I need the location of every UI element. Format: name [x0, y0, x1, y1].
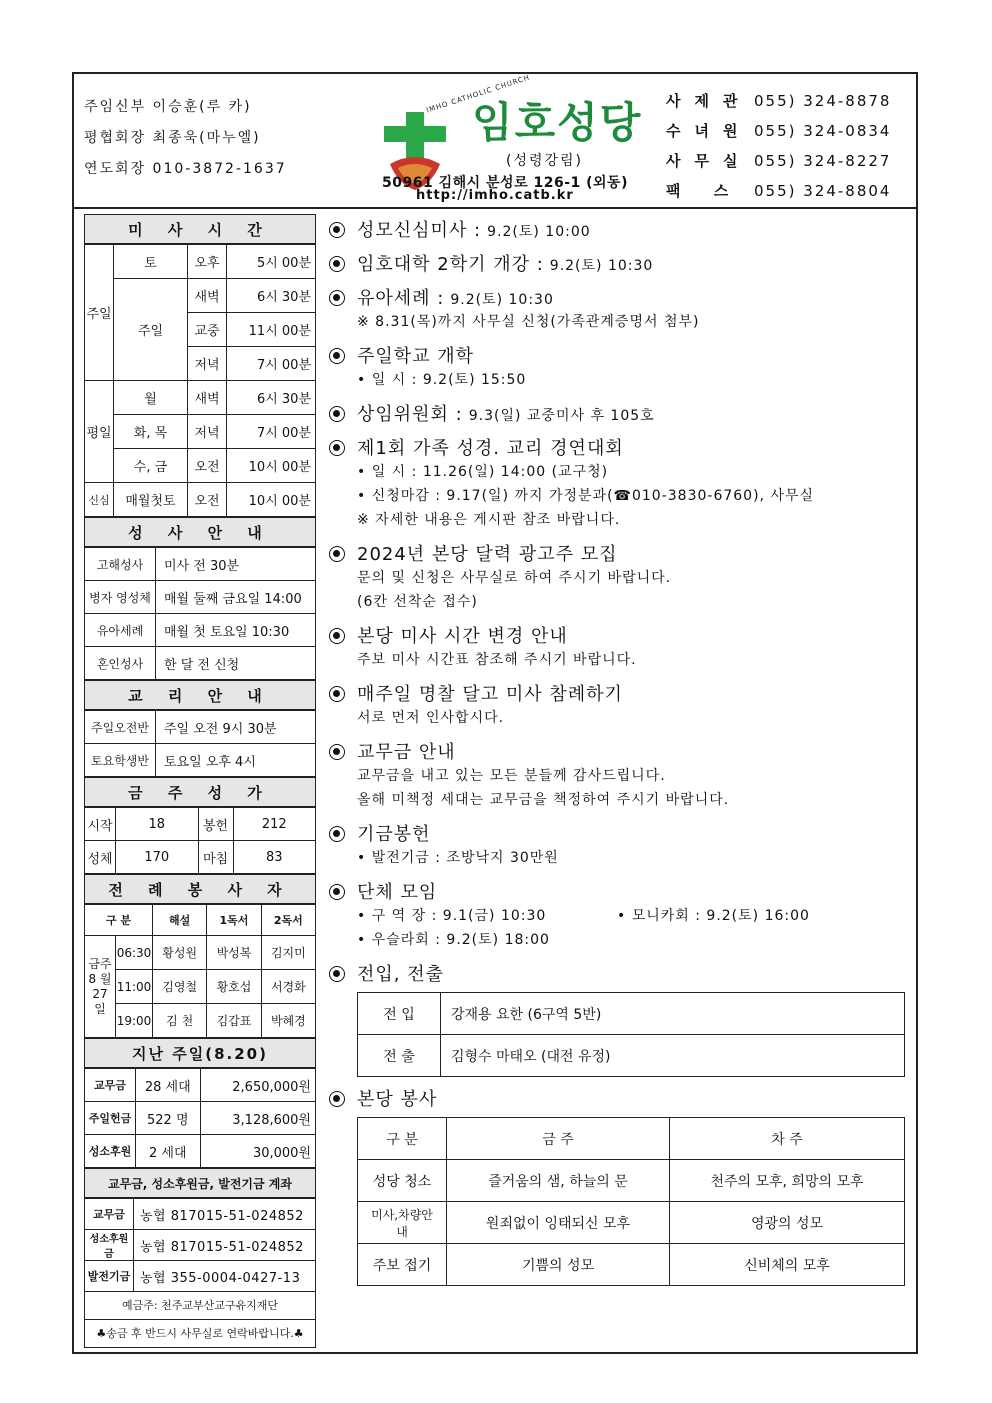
news-line: • 신청마감 : 9.17(일) 까지 가정분과(☎010-3830-6760), 사무실: [357, 488, 815, 504]
news-title: 주일학교 개학: [357, 346, 475, 367]
sacrament-name: 병자 영성체: [85, 581, 156, 614]
news-line: 교무금을 내고 있는 모든 분들께 감사드립니다.: [357, 768, 666, 784]
ministers-header: 1독서: [207, 905, 261, 936]
news-line: ※ 8.31(목)까지 사무실 신청(가족관계증명서 첨부): [357, 314, 700, 330]
news-line: [357, 904, 911, 928]
ministers-table: [84, 904, 316, 1038]
header: [74, 74, 916, 209]
mass-day: 매월첫토: [114, 483, 188, 517]
contact-row: [666, 86, 891, 116]
minister-name: 박성복: [207, 936, 261, 970]
mass-times-title: 미 사 시 간: [84, 214, 316, 244]
minister-name: 김 천: [153, 1004, 207, 1038]
account-holder: 예금주: 천주교부산교구유지재단: [84, 1292, 316, 1320]
mass-day: 월: [114, 381, 188, 415]
news-title: 교무금 안내: [357, 742, 456, 763]
bullet-icon: [329, 546, 345, 562]
news-title: 성모신심미사 :: [357, 220, 482, 241]
bullet-icon: [329, 884, 345, 900]
account-type: 발전기금: [85, 1261, 134, 1292]
sacrament-info: 미사 전 30분: [156, 548, 316, 581]
contact-phone: 055) 324-0834: [754, 122, 892, 140]
sacraments-table: [84, 547, 316, 680]
news-detail: 9.2(토) 10:00: [487, 224, 591, 240]
offering-count: 2 세대: [136, 1135, 201, 1168]
mass-slot: 오후: [188, 245, 227, 279]
mass-time: 10시 00분: [227, 449, 316, 483]
minister-name: 김영철: [153, 970, 207, 1004]
news-detail: 9.2(토) 10:30: [549, 258, 654, 274]
mass-slot: 저녁: [188, 347, 227, 381]
news-detail: 9.3(일) 교중미사 후 105호: [468, 408, 655, 424]
weekday-label: 평일: [85, 381, 114, 483]
news-title: 상임위원회 :: [357, 404, 463, 425]
minister-name: 박혜경: [261, 1004, 315, 1038]
news-column: [329, 216, 911, 1294]
header-contacts: [666, 86, 891, 206]
class-time: 토요일 오후 4시: [156, 744, 316, 777]
offering-type: 주일헌금: [85, 1102, 136, 1135]
mass-slot: 오전: [188, 449, 227, 483]
church-logo: [374, 73, 664, 204]
contact-phone: 055) 324-8804: [754, 182, 892, 200]
mass-day: 주일: [114, 279, 188, 381]
pastor-line: 주임신부 이승훈(루 카): [84, 99, 252, 115]
bullet-icon: [329, 406, 345, 422]
mass-slot: 새벽: [188, 279, 227, 313]
account-number: 농협 817015-51-024852: [134, 1230, 316, 1261]
sacrament-info: 한 달 전 신청: [156, 647, 316, 680]
news-item: [329, 400, 911, 426]
church-address: 50961 김해시 분성로 126-1 (외동): [382, 175, 628, 191]
service-type: 주보 접기: [358, 1244, 447, 1286]
news-line: • 발전기금 : 조방낙지 30만원: [357, 850, 559, 866]
mass-slot: 오전: [188, 483, 227, 517]
news-item: [329, 434, 911, 532]
news-title: 전입, 전출: [357, 964, 444, 985]
offering-amount: 30,000원: [200, 1135, 315, 1168]
news-title: 제1회 가족 성경. 교리 경연대회: [357, 438, 624, 459]
ministers-header: 해설: [153, 905, 207, 936]
hymn-number: 212: [233, 808, 316, 841]
mass-day: 토: [114, 245, 188, 279]
hymn-number: 83: [233, 841, 316, 874]
accounts-table: [84, 1198, 316, 1292]
sunday-label: 주일: [85, 245, 114, 381]
news-title: 유아세례 :: [357, 288, 445, 309]
contact-label: 수녀원: [666, 122, 752, 140]
news-line: • 일 시 : 11.26(일) 14:00 (교구청): [357, 464, 609, 480]
news-title: 단체 모임: [357, 882, 438, 903]
contact-label: 사제관: [666, 92, 752, 110]
offering-amount: 3,128,600원: [200, 1102, 315, 1135]
mass-time: 10시 00분: [227, 483, 316, 517]
news-title: 본당 미사 시간 변경 안내: [357, 626, 568, 647]
mass-day: 화, 목: [114, 415, 188, 449]
mass-time: 6시 30분: [227, 381, 316, 415]
hymn-label: 시작: [85, 808, 116, 841]
news-title: 기금봉헌: [357, 824, 431, 845]
news-item: [329, 820, 911, 870]
hymn-label: 마침: [198, 841, 233, 874]
hymns-table: [84, 807, 316, 874]
news-item: [329, 250, 911, 276]
hymn-number: 18: [116, 808, 199, 841]
mass-slot: 교중: [188, 313, 227, 347]
minister-name: 김지미: [261, 936, 315, 970]
ministers-header: 2독서: [261, 905, 315, 936]
transfer-type: 전 입: [358, 993, 441, 1035]
contact-row: [666, 176, 891, 206]
contact-phone: 055) 324-8878: [754, 92, 892, 110]
news-title: 임호대학 2학기 개강 :: [357, 254, 544, 275]
news-title: 2024년 본당 달력 광고주 모집: [357, 544, 618, 565]
hymn-number: 170: [116, 841, 199, 874]
requiem-line: 연도회장 010-3872-1637: [84, 161, 287, 177]
news-line: (6칸 선착순 접수): [357, 594, 478, 610]
ministers-title: 전 례 봉 사 자: [84, 874, 316, 904]
news-detail: 9.2(토) 10:30: [450, 292, 554, 308]
header-officers: [84, 92, 287, 185]
bullet-icon: [329, 440, 345, 456]
church-name: 임호성당: [472, 98, 643, 147]
transfer-type: 전 출: [358, 1035, 441, 1077]
hymn-label: 봉헌: [198, 808, 233, 841]
news-item: [329, 738, 911, 812]
news-item: [329, 540, 911, 614]
service-group: 원죄없이 잉태되신 모후: [447, 1202, 670, 1244]
news-item: [329, 216, 911, 242]
minister-time: 11:00: [116, 970, 153, 1004]
sacrament-name: 고해성사: [85, 548, 156, 581]
catechism-table: [84, 710, 316, 777]
news-line: 문의 및 신청은 사무실로 하여 주시기 바랍니다.: [357, 570, 672, 586]
news-line: 올해 미책정 세대는 교무금을 책정하여 주시기 바랍니다.: [357, 792, 730, 808]
sacrament-info: 매월 첫 토요일 10:30: [156, 614, 316, 647]
news-item: [329, 284, 911, 334]
council-line: 평협회장 최종욱(마누엘): [84, 130, 261, 146]
news-item: [329, 622, 911, 672]
service-header: 금 주: [447, 1118, 670, 1160]
sacrament-name: 혼인성사: [85, 647, 156, 680]
catechism-title: 교 리 안 내: [84, 680, 316, 710]
class-name: 주일오전반: [85, 711, 156, 744]
news-title: 매주일 명찰 달고 미사 참례하기: [357, 684, 623, 705]
class-time: 주일 오전 9시 30분: [156, 711, 316, 744]
news-line: 서로 먼저 인사합시다.: [357, 710, 505, 726]
news-item: [329, 680, 911, 730]
ministers-header: 구 분: [85, 905, 153, 936]
transfer-note: ♣송금 후 반드시 사무실로 연락바랍니다.♣: [84, 1320, 316, 1348]
service-header: 차 주: [669, 1118, 904, 1160]
minister-name: 김갑표: [207, 1004, 261, 1038]
meeting-entry: • 모니카회 : 9.2(토) 16:00: [617, 908, 810, 924]
hymns-title: 금 주 성 가: [84, 777, 316, 807]
offering-type: 교무금: [85, 1069, 136, 1102]
news-item: [329, 342, 911, 392]
service-type: 미사,차량안내: [358, 1202, 447, 1244]
minister-name: 서경화: [261, 970, 315, 1004]
class-name: 토요학생반: [85, 744, 156, 777]
last-week-table: [84, 1068, 316, 1168]
transfer-person: 강재용 요한 (6구역 5반): [441, 993, 905, 1035]
sacrament-name: 유아세례: [85, 614, 156, 647]
mass-slot: 저녁: [188, 415, 227, 449]
transfer-table: [357, 992, 905, 1077]
news-line: 주보 미사 시간표 참조해 주시기 바랍니다.: [357, 652, 637, 668]
offering-type: 성소후원: [85, 1135, 136, 1168]
account-type: 성소후원금: [85, 1230, 134, 1261]
meeting-entry: • 우슬라회 : 9.2(토) 18:00: [357, 932, 550, 948]
minister-name: 황호섭: [207, 970, 261, 1004]
contact-phone: 055) 324-8227: [754, 152, 892, 170]
logo-arc-text: IMHO CATHOLIC CHURCH: [425, 73, 531, 115]
mass-time: 11시 00분: [227, 313, 316, 347]
news-item: [329, 878, 911, 952]
mass-day: 수, 금: [114, 449, 188, 483]
bullet-icon: [329, 966, 345, 982]
account-number: 농협 355-0004-0427-13: [134, 1261, 316, 1292]
sacraments-title: 성 사 안 내: [84, 517, 316, 547]
sidebar: [84, 214, 316, 1348]
bullet-icon: [329, 628, 345, 644]
service-header: 구 분: [358, 1118, 447, 1160]
church-patron: (성령강림): [506, 153, 584, 169]
bulletin-frame: [72, 72, 918, 1354]
minister-name: 황성원: [153, 936, 207, 970]
service-table: [357, 1117, 905, 1286]
bullet-icon: [329, 256, 345, 272]
sacrament-info: 매월 둘째 금요일 14:00: [156, 581, 316, 614]
contact-row: [666, 146, 891, 176]
mass-time: 6시 30분: [227, 279, 316, 313]
bullet-icon: [329, 826, 345, 842]
service-group: 신비체의 모후: [669, 1244, 904, 1286]
account-number: 농협 817015-51-024852: [134, 1199, 316, 1230]
mass-time: 7시 00분: [227, 347, 316, 381]
offering-count: 522 명: [136, 1102, 201, 1135]
bullet-icon: [329, 290, 345, 306]
offering-amount: 2,650,000원: [200, 1069, 315, 1102]
mass-time: 7시 00분: [227, 415, 316, 449]
minister-time: 06:30: [116, 936, 153, 970]
mass-category: 신심: [85, 483, 114, 517]
service-group: 즐거움의 샘, 하늘의 문: [447, 1160, 670, 1202]
offering-count: 28 세대: [136, 1069, 201, 1102]
contact-row: [666, 116, 891, 146]
bullet-icon: [329, 222, 345, 238]
news-item: [329, 960, 911, 1077]
last-week-title: 지난 주일(8.20): [84, 1038, 316, 1068]
service-group: 영광의 성모: [669, 1202, 904, 1244]
church-url[interactable]: http://imho.catb.kr: [416, 188, 574, 203]
news-line: ※ 자세한 내용은 게시판 참조 바랍니다.: [357, 512, 621, 528]
bullet-icon: [329, 348, 345, 364]
contact-label: 사무실: [666, 152, 752, 170]
transfer-person: 김형수 마태오 (대전 유정): [441, 1035, 905, 1077]
hymn-label: 성체: [85, 841, 116, 874]
mass-time: 5시 00분: [227, 245, 316, 279]
bullet-icon: [329, 744, 345, 760]
ministers-date: 금주 8 월 27 일: [85, 936, 116, 1038]
bullet-icon: [329, 686, 345, 702]
news-line: • 일 시 : 9.2(토) 15:50: [357, 372, 527, 388]
service-type: 성당 청소: [358, 1160, 447, 1202]
accounts-title: 교무금, 성소후원금, 발전기금 계좌: [84, 1168, 316, 1198]
service-group: 천주의 모후, 희망의 모후: [669, 1160, 904, 1202]
mass-times-table: [84, 244, 316, 517]
mass-slot: 새벽: [188, 381, 227, 415]
meeting-entry: • 구 역 장 : 9.1(금) 10:30: [357, 908, 547, 924]
contact-label: 팩 스: [666, 182, 743, 200]
bullet-icon: [329, 1091, 345, 1107]
news-title: 본당 봉사: [357, 1089, 438, 1110]
service-group: 기쁨의 성모: [447, 1244, 670, 1286]
minister-time: 19:00: [116, 1004, 153, 1038]
account-type: 교무금: [85, 1199, 134, 1230]
news-item: [329, 1085, 911, 1286]
